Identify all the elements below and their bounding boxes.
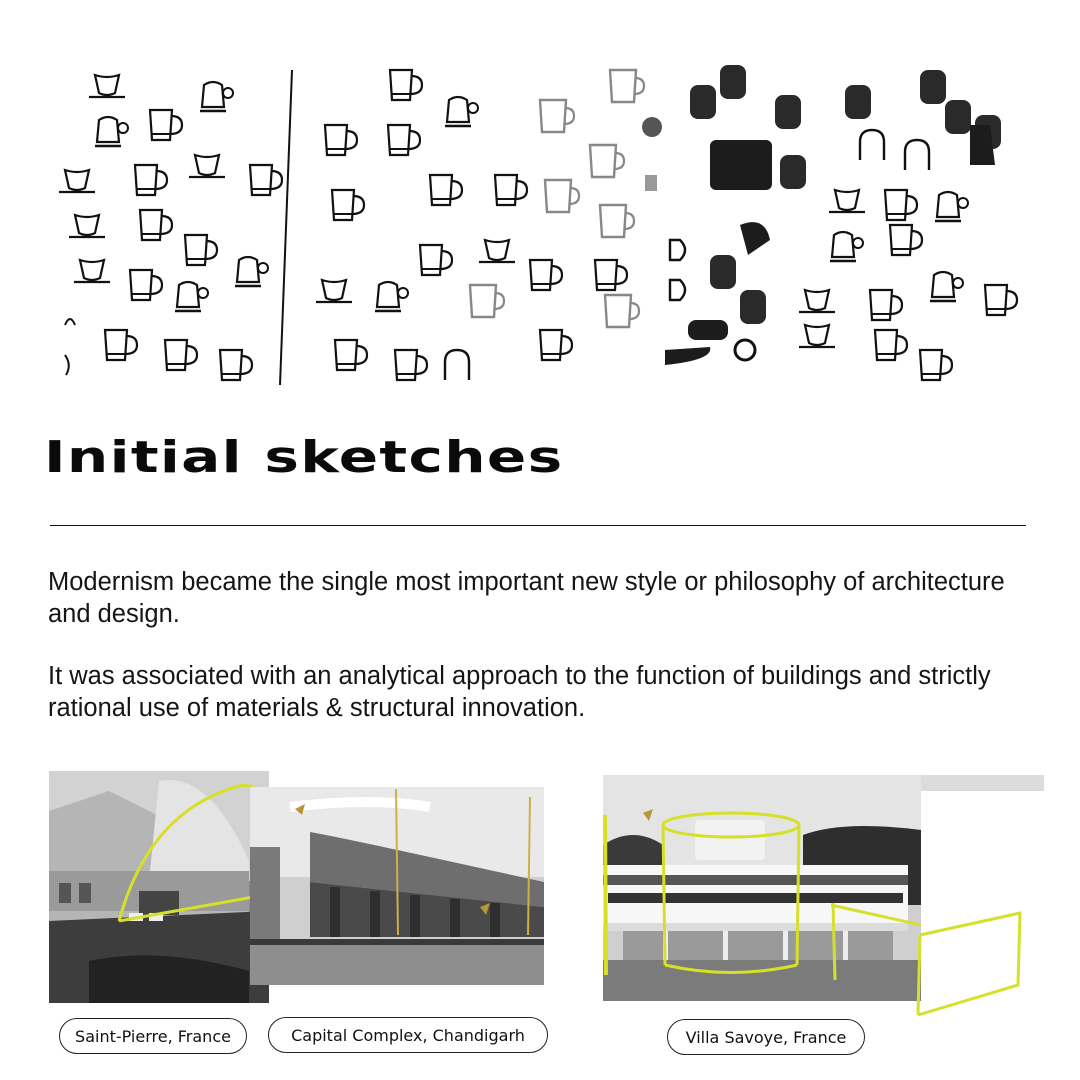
- photo-villa-savoye: [603, 775, 921, 1001]
- photo-saint-pierre: [49, 771, 269, 1003]
- title-divider: [50, 525, 1026, 526]
- caption-villa-savoye: Villa Savoye, France: [667, 1019, 865, 1055]
- page-title: Initial sketches: [44, 432, 564, 483]
- paragraph-analytical: It was associated with an analytical approach to the function of buildings and strictly rational use of materials & structural innovation.: [48, 662, 991, 722]
- caption-capital-complex: Capital Complex, Chandigarh: [268, 1017, 548, 1053]
- paragraph-modernism: Modernism became the single most important new style or philosophy of architecture and design.: [48, 568, 1005, 628]
- photo-backdrop-bar: [920, 775, 1044, 791]
- photo-capital-complex: [250, 787, 544, 985]
- yellow-outline-overlay: [915, 905, 1025, 1020]
- sketch-board-image: [40, 55, 1040, 400]
- caption-saint-pierre: Saint-Pierre, France: [59, 1018, 247, 1054]
